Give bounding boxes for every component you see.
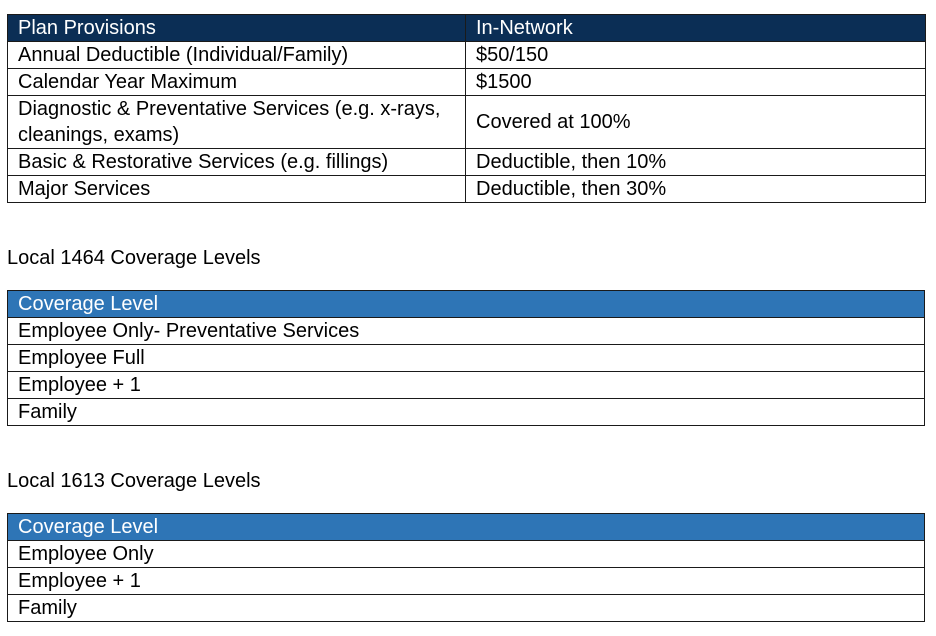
local-1613-coverage-table (7, 513, 925, 622)
plan-provisions-header: Plan Provisions (8, 15, 466, 42)
table-row (8, 372, 925, 399)
provision-cell: Calendar Year Maximum (8, 69, 466, 96)
provision-cell: Basic & Restorative Services (e.g. fillings) (8, 149, 466, 176)
provision-cell: Diagnostic & Preventative Services (e.g. x-rays, cleanings, exams) (8, 96, 466, 149)
coverage-level-cell: Family (8, 595, 925, 622)
table-header-row (8, 291, 925, 318)
in-network-cell: Covered at 100% (466, 96, 926, 149)
coverage-level-cell: Employee + 1 (8, 568, 925, 595)
provision-cell: Annual Deductible (Individual/Family) (8, 42, 466, 69)
coverage-level-cell: Employee + 1 (8, 372, 925, 399)
table-header-row (8, 514, 925, 541)
table-row (8, 149, 926, 176)
plan-provisions-table (7, 14, 926, 203)
coverage-level-cell: Employee Only (8, 541, 925, 568)
local-1464-coverage-table (7, 290, 925, 426)
table-row (8, 96, 926, 149)
coverage-level-header: Coverage Level (8, 291, 925, 318)
local-1464-heading: Local 1464 Coverage Levels (7, 247, 261, 269)
coverage-level-cell: Family (8, 399, 925, 426)
table-row (8, 69, 926, 96)
table-row (8, 399, 925, 426)
table-row (8, 176, 926, 203)
in-network-cell: Deductible, then 10% (466, 149, 926, 176)
provision-cell: Major Services (8, 176, 466, 203)
table-row (8, 541, 925, 568)
coverage-level-header: Coverage Level (8, 514, 925, 541)
table-row (8, 318, 925, 345)
table-row (8, 345, 925, 372)
table-row (8, 42, 926, 69)
in-network-cell: $50/150 (466, 42, 926, 69)
coverage-level-cell: Employee Only- Preventative Services (8, 318, 925, 345)
local-1613-heading: Local 1613 Coverage Levels (7, 470, 261, 492)
table-row (8, 595, 925, 622)
in-network-cell: $1500 (466, 69, 926, 96)
table-header-row (8, 15, 926, 42)
in-network-cell: Deductible, then 30% (466, 176, 926, 203)
table-row (8, 568, 925, 595)
in-network-header: In-Network (466, 15, 926, 42)
coverage-level-cell: Employee Full (8, 345, 925, 372)
